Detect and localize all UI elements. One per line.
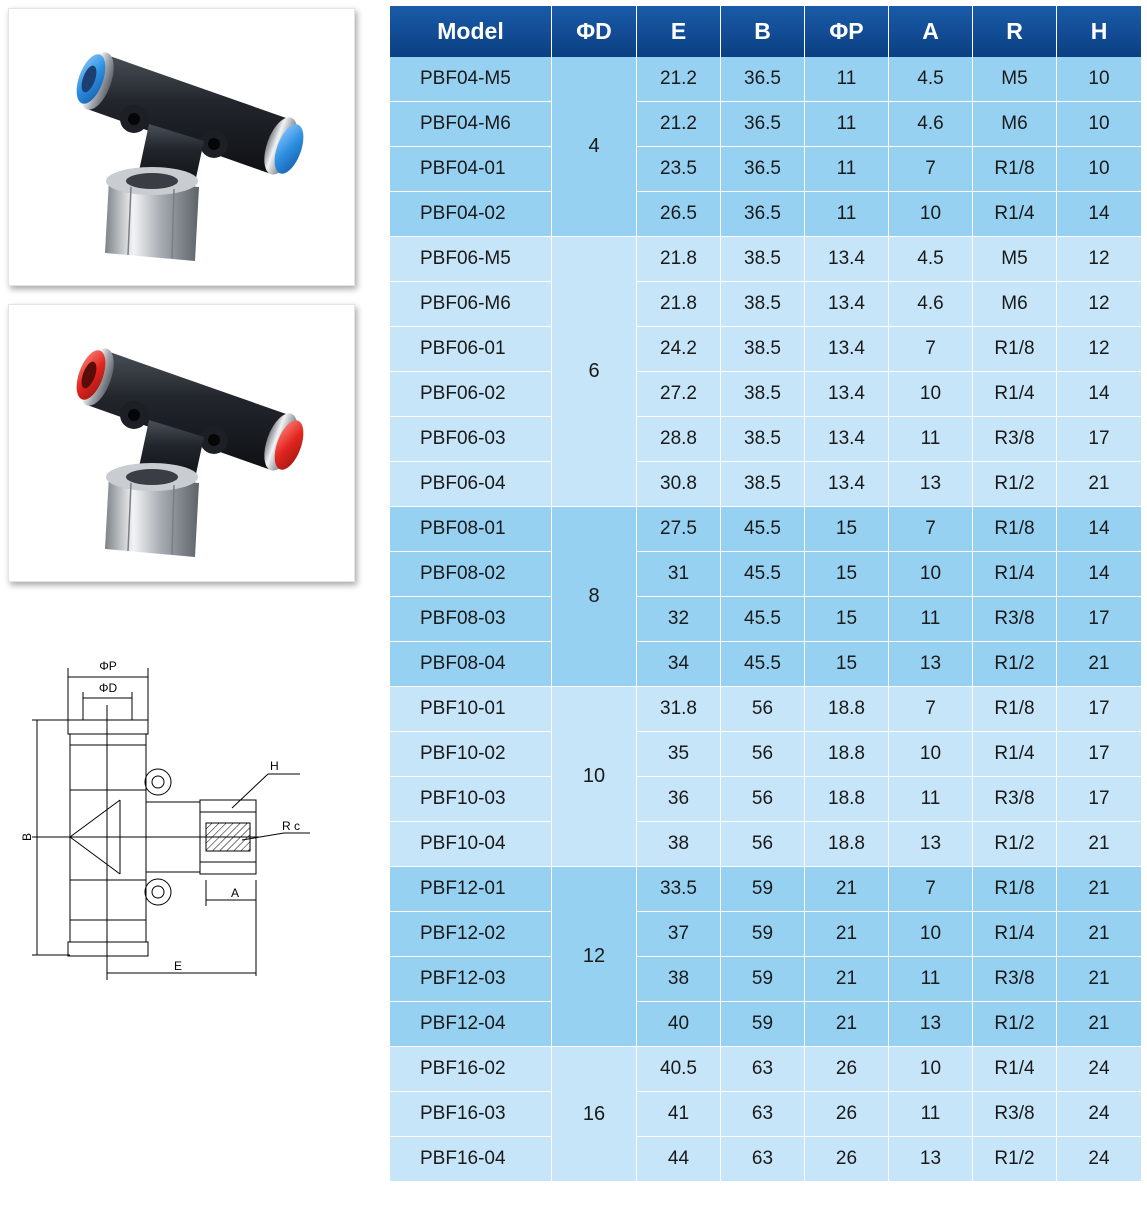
- cell-a: 10: [889, 912, 973, 957]
- table-row: [390, 147, 1141, 192]
- cell-model: PBF06-01: [390, 327, 552, 372]
- cell-model: PBF10-04: [390, 822, 552, 867]
- cell-r: R1/8: [973, 327, 1057, 372]
- cell-a: 10: [889, 1047, 973, 1092]
- header-h: H: [1057, 6, 1141, 57]
- cell-e: 24.2: [637, 327, 721, 372]
- cell-model: PBF04-M5: [390, 57, 552, 102]
- dimension-drawing: [10, 650, 350, 990]
- cell-r: R3/8: [973, 957, 1057, 1002]
- cell-model: PBF08-01: [390, 507, 552, 552]
- cell-e: 26.5: [637, 192, 721, 237]
- cell-r: R1/8: [973, 687, 1057, 732]
- header-r: R: [973, 6, 1057, 57]
- cell-h: 10: [1057, 57, 1141, 102]
- cell-model: PBF06-M6: [390, 282, 552, 327]
- table-row: [390, 732, 1141, 777]
- cell-h: 21: [1057, 1002, 1141, 1047]
- cell-model: PBF04-02: [390, 192, 552, 237]
- cell-h: 12: [1057, 237, 1141, 282]
- cell-b: 56: [721, 822, 805, 867]
- cell-h: 24: [1057, 1047, 1141, 1092]
- cell-h: 21: [1057, 912, 1141, 957]
- cell-b: 59: [721, 867, 805, 912]
- cell-r: R3/8: [973, 777, 1057, 822]
- cell-e: 30.8: [637, 462, 721, 507]
- cell-h: 17: [1057, 777, 1141, 822]
- cell-b: 59: [721, 1002, 805, 1047]
- cell-b: 56: [721, 777, 805, 822]
- header-phi-d: ΦD: [552, 6, 637, 57]
- cell-phi-d: 4: [552, 57, 637, 237]
- table-row: [390, 282, 1141, 327]
- cell-a: 4.5: [889, 57, 973, 102]
- cell-phi-d: 6: [552, 237, 637, 507]
- table-row: [390, 507, 1141, 552]
- cell-phi-d: 10: [552, 687, 637, 867]
- cell-r: R1/2: [973, 1137, 1057, 1182]
- cell-e: 36: [637, 777, 721, 822]
- cell-phi-p: 18.8: [805, 777, 889, 822]
- table-row: [390, 957, 1141, 1002]
- cell-a: 7: [889, 867, 973, 912]
- cell-model: PBF06-M5: [390, 237, 552, 282]
- cell-r: R1/4: [973, 192, 1057, 237]
- cell-h: 10: [1057, 147, 1141, 192]
- cell-model: PBF04-01: [390, 147, 552, 192]
- cell-phi-p: 13.4: [805, 282, 889, 327]
- cell-e: 27.2: [637, 372, 721, 417]
- cell-e: 31: [637, 552, 721, 597]
- cell-a: 13: [889, 1002, 973, 1047]
- cell-model: PBF08-02: [390, 552, 552, 597]
- table-row: [390, 1047, 1141, 1092]
- cell-r: R1/4: [973, 732, 1057, 777]
- cell-r: R3/8: [973, 597, 1057, 642]
- cell-r: R3/8: [973, 1092, 1057, 1137]
- table-row: [390, 462, 1141, 507]
- cell-e: 31.8: [637, 687, 721, 732]
- cell-e: 34: [637, 642, 721, 687]
- cell-h: 17: [1057, 732, 1141, 777]
- cell-model: PBF06-03: [390, 417, 552, 462]
- table-row: [390, 597, 1141, 642]
- cell-h: 21: [1057, 957, 1141, 1002]
- table-row: [390, 192, 1141, 237]
- cell-h: 24: [1057, 1137, 1141, 1182]
- table-row: [390, 912, 1141, 957]
- cell-phi-p: 26: [805, 1047, 889, 1092]
- table-row: [390, 687, 1141, 732]
- cell-r: R3/8: [973, 417, 1057, 462]
- cell-model: PBF06-02: [390, 372, 552, 417]
- cell-model: PBF08-04: [390, 642, 552, 687]
- cell-h: 17: [1057, 597, 1141, 642]
- label-phi-d: ΦD: [98, 681, 118, 695]
- cell-model: PBF12-01: [390, 867, 552, 912]
- label-e: E: [173, 959, 183, 973]
- cell-b: 38.5: [721, 417, 805, 462]
- cell-model: PBF16-02: [390, 1047, 552, 1092]
- cell-a: 7: [889, 147, 973, 192]
- label-b: B: [20, 832, 34, 842]
- cell-r: R1/2: [973, 1002, 1057, 1047]
- cell-phi-p: 13.4: [805, 237, 889, 282]
- cell-h: 14: [1057, 192, 1141, 237]
- cell-phi-p: 13.4: [805, 372, 889, 417]
- cell-phi-p: 21: [805, 867, 889, 912]
- cell-phi-d: 8: [552, 507, 637, 687]
- table-row: [390, 237, 1141, 282]
- cell-r: R1/4: [973, 552, 1057, 597]
- label-a: A: [230, 886, 240, 900]
- cell-b: 36.5: [721, 192, 805, 237]
- cell-b: 45.5: [721, 552, 805, 597]
- cell-r: R1/2: [973, 642, 1057, 687]
- cell-r: M6: [973, 282, 1057, 327]
- cell-model: PBF16-03: [390, 1092, 552, 1137]
- cell-a: 13: [889, 1137, 973, 1182]
- cell-a: 13: [889, 642, 973, 687]
- cell-h: 17: [1057, 687, 1141, 732]
- cell-b: 38.5: [721, 237, 805, 282]
- cell-model: PBF04-M6: [390, 102, 552, 147]
- cell-e: 33.5: [637, 867, 721, 912]
- table-row: [390, 1137, 1141, 1182]
- cell-model: PBF12-04: [390, 1002, 552, 1047]
- cell-a: 11: [889, 417, 973, 462]
- table-row: [390, 417, 1141, 462]
- cell-a: 13: [889, 462, 973, 507]
- cell-r: R1/4: [973, 1047, 1057, 1092]
- cell-a: 4.5: [889, 237, 973, 282]
- cell-a: 11: [889, 597, 973, 642]
- cell-phi-p: 15: [805, 507, 889, 552]
- cell-r: M5: [973, 237, 1057, 282]
- cell-h: 17: [1057, 417, 1141, 462]
- header-b: B: [721, 6, 805, 57]
- cell-h: 10: [1057, 102, 1141, 147]
- cell-phi-p: 21: [805, 1002, 889, 1047]
- cell-h: 12: [1057, 282, 1141, 327]
- cell-model: PBF06-04: [390, 462, 552, 507]
- cell-r: M5: [973, 57, 1057, 102]
- table-row: [390, 372, 1141, 417]
- cell-e: 21.2: [637, 102, 721, 147]
- cell-r: M6: [973, 102, 1057, 147]
- cell-phi-p: 11: [805, 102, 889, 147]
- cell-h: 12: [1057, 327, 1141, 372]
- header-phi-p: ΦP: [805, 6, 889, 57]
- cell-b: 56: [721, 732, 805, 777]
- cell-phi-p: 15: [805, 642, 889, 687]
- cell-b: 36.5: [721, 57, 805, 102]
- cell-b: 38.5: [721, 462, 805, 507]
- cell-phi-p: 15: [805, 552, 889, 597]
- cell-phi-d: 16: [552, 1047, 637, 1182]
- cell-phi-p: 21: [805, 957, 889, 1002]
- cell-phi-p: 13.4: [805, 417, 889, 462]
- table-row: [390, 552, 1141, 597]
- cell-h: 21: [1057, 462, 1141, 507]
- cell-model: PBF12-02: [390, 912, 552, 957]
- cell-a: 4.6: [889, 282, 973, 327]
- cell-phi-p: 15: [805, 597, 889, 642]
- cell-a: 7: [889, 507, 973, 552]
- cell-phi-p: 26: [805, 1137, 889, 1182]
- product-photo-red: [8, 304, 355, 582]
- cell-r: R1/4: [973, 912, 1057, 957]
- cell-b: 38.5: [721, 327, 805, 372]
- cell-phi-p: 18.8: [805, 822, 889, 867]
- spec-table: [390, 6, 1141, 1182]
- header-model: Model: [390, 6, 552, 57]
- cell-a: 11: [889, 777, 973, 822]
- cell-a: 10: [889, 552, 973, 597]
- cell-b: 36.5: [721, 102, 805, 147]
- cell-e: 21.8: [637, 237, 721, 282]
- cell-b: 63: [721, 1047, 805, 1092]
- cell-e: 44: [637, 1137, 721, 1182]
- cell-h: 14: [1057, 372, 1141, 417]
- cell-phi-p: 18.8: [805, 687, 889, 732]
- cell-e: 23.5: [637, 147, 721, 192]
- cell-b: 56: [721, 687, 805, 732]
- cell-e: 32: [637, 597, 721, 642]
- cell-model: PBF16-04: [390, 1137, 552, 1182]
- cell-e: 35: [637, 732, 721, 777]
- header-a: A: [889, 6, 973, 57]
- label-phi-p: ΦP: [99, 659, 117, 673]
- cell-e: 38: [637, 957, 721, 1002]
- cell-e: 28.8: [637, 417, 721, 462]
- cell-phi-p: 11: [805, 192, 889, 237]
- cell-phi-p: 11: [805, 57, 889, 102]
- label-rc: R c: [282, 819, 300, 833]
- cell-r: R1/4: [973, 372, 1057, 417]
- cell-a: 11: [889, 957, 973, 1002]
- product-photo-blue: [8, 8, 355, 286]
- cell-h: 21: [1057, 867, 1141, 912]
- cell-a: 7: [889, 687, 973, 732]
- cell-a: 10: [889, 732, 973, 777]
- cell-h: 24: [1057, 1092, 1141, 1137]
- cell-e: 41: [637, 1092, 721, 1137]
- cell-phi-d: 12: [552, 867, 637, 1047]
- cell-a: 4.6: [889, 102, 973, 147]
- cell-b: 63: [721, 1092, 805, 1137]
- header-row: [390, 6, 1141, 57]
- cell-h: 14: [1057, 507, 1141, 552]
- cell-e: 40.5: [637, 1047, 721, 1092]
- cell-e: 38: [637, 822, 721, 867]
- cell-phi-p: 21: [805, 912, 889, 957]
- cell-h: 14: [1057, 552, 1141, 597]
- cell-e: 21.2: [637, 57, 721, 102]
- cell-model: PBF10-03: [390, 777, 552, 822]
- header-e: E: [637, 6, 721, 57]
- table-row: [390, 57, 1141, 102]
- table-row: [390, 867, 1141, 912]
- table-row: [390, 102, 1141, 147]
- cell-e: 27.5: [637, 507, 721, 552]
- table-row: [390, 822, 1141, 867]
- cell-h: 21: [1057, 822, 1141, 867]
- cell-r: R1/8: [973, 507, 1057, 552]
- cell-r: R1/2: [973, 822, 1057, 867]
- cell-e: 37: [637, 912, 721, 957]
- cell-a: 11: [889, 1092, 973, 1137]
- cell-b: 38.5: [721, 282, 805, 327]
- cell-h: 21: [1057, 642, 1141, 687]
- cell-a: 7: [889, 327, 973, 372]
- cell-e: 21.8: [637, 282, 721, 327]
- cell-a: 10: [889, 372, 973, 417]
- cell-r: R1/2: [973, 462, 1057, 507]
- cell-r: R1/8: [973, 867, 1057, 912]
- cell-model: PBF10-02: [390, 732, 552, 777]
- cell-model: PBF12-03: [390, 957, 552, 1002]
- cell-a: 13: [889, 822, 973, 867]
- cell-b: 36.5: [721, 147, 805, 192]
- table-row: [390, 642, 1141, 687]
- cell-b: 63: [721, 1137, 805, 1182]
- table-row: [390, 1002, 1141, 1047]
- cell-b: 45.5: [721, 507, 805, 552]
- cell-a: 10: [889, 192, 973, 237]
- cell-model: PBF10-01: [390, 687, 552, 732]
- cell-b: 45.5: [721, 597, 805, 642]
- cell-b: 38.5: [721, 372, 805, 417]
- cell-phi-p: 13.4: [805, 462, 889, 507]
- table-row: [390, 777, 1141, 822]
- cell-b: 59: [721, 912, 805, 957]
- cell-phi-p: 26: [805, 1092, 889, 1137]
- cell-b: 45.5: [721, 642, 805, 687]
- cell-e: 40: [637, 1002, 721, 1047]
- cell-phi-p: 11: [805, 147, 889, 192]
- cell-phi-p: 13.4: [805, 327, 889, 372]
- table-row: [390, 1092, 1141, 1137]
- label-h: H: [270, 759, 279, 773]
- cell-r: R1/8: [973, 147, 1057, 192]
- cell-phi-p: 18.8: [805, 732, 889, 777]
- spec-table-body: [390, 57, 1141, 1182]
- cell-b: 59: [721, 957, 805, 1002]
- table-row: [390, 327, 1141, 372]
- cell-model: PBF08-03: [390, 597, 552, 642]
